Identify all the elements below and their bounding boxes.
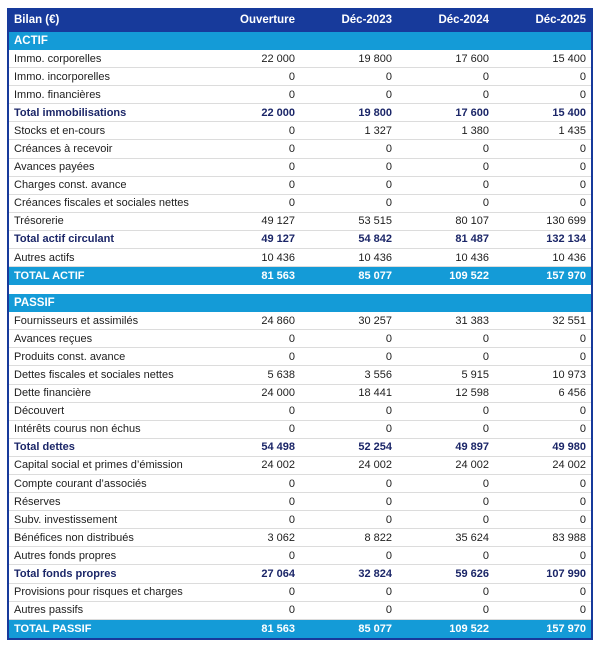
row-value: 0	[385, 549, 392, 562]
column-header: Ouverture	[240, 14, 295, 26]
row-value: 0	[579, 423, 586, 436]
row-value: 32 551	[552, 314, 586, 327]
table-row	[9, 330, 591, 348]
row-value: 30 257	[358, 314, 392, 327]
row-value: 0	[482, 405, 489, 418]
table-row	[9, 565, 591, 583]
row-label: Autres fonds propres	[14, 549, 117, 562]
row-value: 0	[482, 88, 489, 101]
row-value: 0	[579, 161, 586, 174]
table-row	[9, 86, 591, 104]
table-row	[9, 584, 591, 602]
row-value: 6 456	[558, 387, 586, 400]
row-value: 0	[482, 495, 489, 508]
row-label: Total dettes	[14, 441, 75, 454]
total-row-passif	[9, 620, 591, 638]
total-row-value: 81 563	[261, 622, 295, 635]
row-value: 27 064	[261, 567, 295, 580]
row-label: Avances payées	[14, 161, 95, 174]
row-value: 0	[579, 549, 586, 562]
row-value: 0	[579, 350, 586, 363]
table-row	[9, 385, 591, 403]
row-value: 54 842	[358, 233, 392, 246]
row-value: 1 327	[364, 124, 392, 137]
row-value: 0	[385, 405, 392, 418]
table-row	[9, 457, 591, 475]
row-value: 0	[385, 88, 392, 101]
row-value: 0	[288, 350, 295, 363]
row-label: Avances reçues	[14, 332, 93, 345]
total-row-value: 157 970	[546, 270, 586, 283]
row-value: 0	[579, 586, 586, 599]
row-value: 24 002	[552, 459, 586, 472]
row-value: 8 822	[364, 531, 392, 544]
row-value: 24 860	[261, 314, 295, 327]
row-value: 80 107	[455, 215, 489, 228]
column-header: Déc-2025	[535, 14, 586, 26]
row-value: 22 000	[261, 106, 295, 119]
bilan-table	[7, 8, 593, 640]
row-value: 10 436	[358, 251, 392, 264]
row-value: 0	[579, 143, 586, 156]
row-value: 0	[482, 143, 489, 156]
table-row	[9, 312, 591, 330]
row-value: 0	[288, 513, 295, 526]
table-row	[9, 421, 591, 439]
table-row	[9, 122, 591, 140]
total-row-value: 109 522	[449, 622, 489, 635]
row-value: 10 436	[455, 251, 489, 264]
row-value: 0	[385, 332, 392, 345]
row-value: 0	[482, 549, 489, 562]
row-label: Total fonds propres	[14, 567, 117, 580]
row-label: Dettes fiscales et sociales nettes	[14, 368, 174, 381]
column-header: Déc-2024	[438, 14, 489, 26]
row-value: 15 400	[552, 52, 586, 65]
row-value: 0	[385, 604, 392, 617]
table-row	[9, 195, 591, 213]
row-value: 17 600	[455, 52, 489, 65]
row-value: 0	[288, 332, 295, 345]
row-value: 0	[288, 179, 295, 192]
row-value: 0	[482, 604, 489, 617]
section-header-label: PASSIF	[14, 297, 55, 310]
row-value: 0	[288, 477, 295, 490]
column-header: Déc-2023	[341, 14, 392, 26]
total-row-label: TOTAL PASSIF	[14, 622, 92, 635]
column-header-row	[9, 8, 591, 32]
row-value: 0	[385, 161, 392, 174]
row-value: 0	[482, 332, 489, 345]
row-value: 132 134	[546, 233, 586, 246]
section-gap	[9, 285, 591, 294]
row-value: 0	[482, 477, 489, 490]
row-label: Compte courant d’associés	[14, 477, 147, 490]
table-row	[9, 403, 591, 421]
row-value: 35 624	[455, 531, 489, 544]
row-value: 0	[288, 124, 295, 137]
table-row	[9, 249, 591, 267]
table-row	[9, 68, 591, 86]
row-value: 81 487	[455, 233, 489, 246]
table-row	[9, 475, 591, 493]
row-value: 24 002	[358, 459, 392, 472]
row-value: 0	[579, 513, 586, 526]
row-label: Créances à recevoir	[14, 143, 113, 156]
row-value: 0	[579, 495, 586, 508]
row-label: Intérêts courus non échus	[14, 423, 141, 436]
row-value: 0	[385, 350, 392, 363]
table-row	[9, 529, 591, 547]
row-value: 5 915	[461, 368, 489, 381]
row-value: 0	[482, 161, 489, 174]
row-label: Subv. investissement	[14, 513, 118, 526]
row-label: Fournisseurs et assimilés	[14, 314, 139, 327]
row-value: 0	[579, 197, 586, 210]
row-value: 0	[579, 179, 586, 192]
row-value: 0	[579, 405, 586, 418]
row-value: 0	[288, 423, 295, 436]
table-row	[9, 140, 591, 158]
row-value: 0	[579, 70, 586, 83]
row-value: 32 824	[358, 567, 392, 580]
row-value: 10 973	[552, 368, 586, 381]
table-row	[9, 177, 591, 195]
section-header-passif	[9, 294, 591, 312]
row-value: 0	[288, 549, 295, 562]
row-value: 3 062	[267, 531, 295, 544]
table-row	[9, 366, 591, 384]
row-value: 0	[288, 586, 295, 599]
row-value: 0	[482, 197, 489, 210]
row-value: 53 515	[358, 215, 392, 228]
row-value: 83 988	[552, 531, 586, 544]
row-label: Autres passifs	[14, 604, 84, 617]
row-label: Dette financière	[14, 387, 92, 400]
row-value: 5 638	[267, 368, 295, 381]
section-header-label: ACTIF	[14, 35, 48, 47]
row-value: 0	[288, 197, 295, 210]
table-row	[9, 511, 591, 529]
table-row	[9, 231, 591, 249]
row-label: Découvert	[14, 405, 65, 418]
row-value: 19 800	[358, 106, 392, 119]
row-value: 0	[385, 586, 392, 599]
total-row-value: 85 077	[358, 622, 392, 635]
row-value: 3 556	[364, 368, 392, 381]
row-value: 1 380	[461, 124, 489, 137]
row-value: 59 626	[455, 567, 489, 580]
row-value: 31 383	[455, 314, 489, 327]
row-value: 0	[482, 179, 489, 192]
row-value: 10 436	[261, 251, 295, 264]
table-row	[9, 547, 591, 565]
row-label: Créances fiscales et sociales nettes	[14, 197, 189, 210]
table-row	[9, 602, 591, 620]
row-label: Immo. incorporelles	[14, 70, 110, 83]
row-label: Réserves	[14, 495, 61, 508]
section-header-actif	[9, 32, 591, 50]
row-value: 0	[288, 161, 295, 174]
total-row-label: TOTAL ACTIF	[14, 270, 85, 283]
row-value: 0	[385, 143, 392, 156]
row-value: 0	[288, 495, 295, 508]
row-label: Immo. corporelles	[14, 52, 102, 65]
row-value: 22 000	[261, 52, 295, 65]
row-value: 0	[482, 586, 489, 599]
row-value: 52 254	[358, 441, 392, 454]
row-label: Charges const. avance	[14, 179, 127, 192]
row-value: 0	[579, 604, 586, 617]
row-value: 54 498	[261, 441, 295, 454]
row-value: 12 598	[455, 387, 489, 400]
table-row	[9, 159, 591, 177]
row-value: 0	[385, 513, 392, 526]
row-value: 0	[288, 70, 295, 83]
row-value: 0	[579, 88, 586, 101]
row-label: Total actif circulant	[14, 233, 115, 246]
row-value: 0	[385, 197, 392, 210]
row-value: 49 127	[261, 233, 295, 246]
row-label: Stocks et en-cours	[14, 124, 106, 137]
row-value: 19 800	[358, 52, 392, 65]
table-row	[9, 213, 591, 231]
row-label: Autres actifs	[14, 251, 75, 264]
row-value: 0	[385, 70, 392, 83]
row-value: 107 990	[546, 567, 586, 580]
row-value: 49 897	[455, 441, 489, 454]
row-value: 0	[288, 143, 295, 156]
row-value: 0	[385, 423, 392, 436]
row-value: 130 699	[546, 215, 586, 228]
total-row-value: 157 970	[546, 622, 586, 635]
row-label: Total immobilisations	[14, 106, 127, 119]
row-value: 0	[579, 332, 586, 345]
row-value: 0	[288, 88, 295, 101]
row-value: 18 441	[358, 387, 392, 400]
table-row	[9, 104, 591, 122]
row-value: 24 002	[455, 459, 489, 472]
row-value: 0	[482, 423, 489, 436]
row-value: 1 435	[558, 124, 586, 137]
table-row	[9, 50, 591, 68]
total-row-actif	[9, 267, 591, 285]
row-value: 15 400	[552, 106, 586, 119]
row-value: 49 127	[261, 215, 295, 228]
row-value: 0	[288, 604, 295, 617]
row-value: 0	[288, 405, 295, 418]
table-row	[9, 439, 591, 457]
row-value: 10 436	[552, 251, 586, 264]
row-label: Trésorerie	[14, 215, 64, 228]
row-value: 24 000	[261, 387, 295, 400]
row-value: 49 980	[552, 441, 586, 454]
row-label: Bénéfices non distribués	[14, 531, 134, 544]
row-value: 0	[385, 179, 392, 192]
row-label: Provisions pour risques et charges	[14, 586, 183, 599]
row-value: 0	[579, 477, 586, 490]
row-value: 0	[482, 513, 489, 526]
row-value: 0	[482, 70, 489, 83]
row-label: Immo. financières	[14, 88, 101, 101]
row-value: 17 600	[455, 106, 489, 119]
row-value: 0	[482, 350, 489, 363]
table-row	[9, 493, 591, 511]
total-row-value: 81 563	[261, 270, 295, 283]
table-row	[9, 348, 591, 366]
total-row-value: 109 522	[449, 270, 489, 283]
col-header-bilan: Bilan (€)	[14, 14, 60, 26]
row-value: 0	[385, 495, 392, 508]
row-value: 0	[385, 477, 392, 490]
row-label: Produits const. avance	[14, 350, 126, 363]
row-value: 24 002	[261, 459, 295, 472]
total-row-value: 85 077	[358, 270, 392, 283]
row-label: Capital social et primes d’émission	[14, 459, 183, 472]
